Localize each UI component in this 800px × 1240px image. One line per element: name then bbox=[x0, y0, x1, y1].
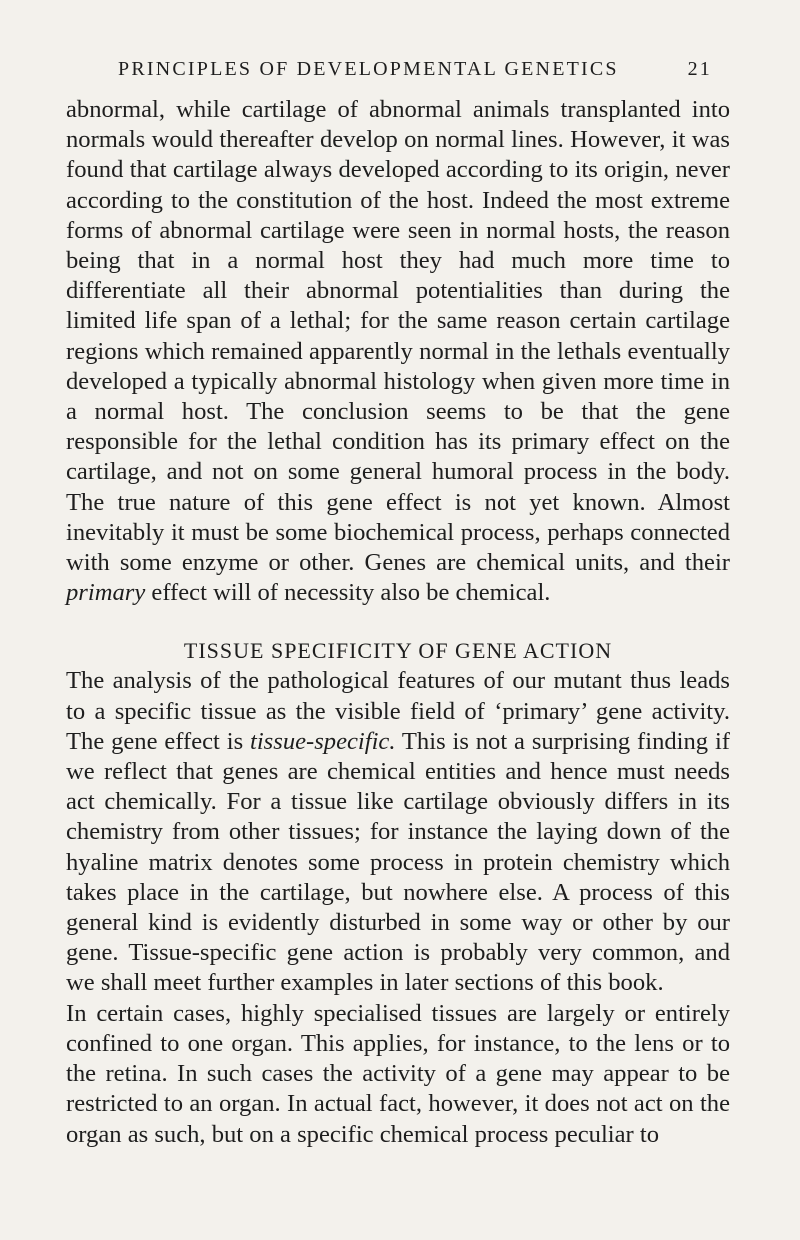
paragraph-1 bbox=[66, 95, 730, 608]
paragraph-3: In certain cases, highly specialised tissues are largely or entirely confined to one organ. This applies, for instance, to the lens or to the retina. In such cases the activity of a gene may appear to be restricted to an organ. In actual fact, however, it does not act on the organ as such, but on a specific chemical process peculiar to bbox=[66, 999, 730, 1148]
page-number: 21 bbox=[687, 58, 712, 80]
running-head-title: PRINCIPLES OF DEVELOPMENTAL GENETICS bbox=[118, 58, 619, 80]
paragraph-2 bbox=[66, 666, 730, 998]
paragraph-1-text-a: abnormal, while cartilage of abnormal animals transplanted into normals would thereafter develop on normal lines. However, it was found that cartilage always developed according to its origin, never according to the constitution of the host. Indeed the most extreme forms of abnormal cartilage were seen in normal hosts, the reason being that in a normal host they had much more time to differentiate all their abnormal potentialities than during the limited life span of a lethal; for the same reason certain cartilage regions which remained apparently normal in the lethals eventually developed a typically abnormal histology when given more time in a normal host. The conclusion seems to be that the gene responsible for the lethal condition has its primary effect on the cartilage, and not on some general humoral process in the body. The true nature of this gene effect is not yet known. Almost inevitably it must be some biochemical process, perhaps connected with some enzyme or other. Genes are chemical units, and their bbox=[66, 96, 730, 577]
paragraph-2-text-a: The analysis of the pathological features of our mutant thus leads to a specific tissue as the visible field of ‘primary’ gene activity. The gene effect is bbox=[66, 667, 730, 755]
body-text bbox=[66, 95, 730, 1150]
running-head bbox=[118, 56, 712, 82]
paragraph-1-emphasis: primary bbox=[66, 579, 146, 607]
section-heading: TISSUE SPECIFICITY OF GENE ACTION bbox=[183, 638, 613, 664]
paragraph-1-text-b: effect will of necessity also be chemical. bbox=[145, 579, 551, 607]
paragraph-2-emphasis: tissue-specific. bbox=[250, 727, 396, 755]
paragraph-2-text-b: This is not a surprising finding if we reflect that genes are chemical entities and hence must needs act chemically. For a tissue like cartilage obviously differs in its chemistry from other tissues; for instance the laying down of the hyaline matrix denotes some process in protein chemistry which takes place in the cartilage, but nowhere else. A process of this general kind is evidently disturbed in some way or other by our gene. Tissue-specific gene action is probably very common, and we shall meet further examples in later sections of this book. bbox=[66, 727, 730, 997]
